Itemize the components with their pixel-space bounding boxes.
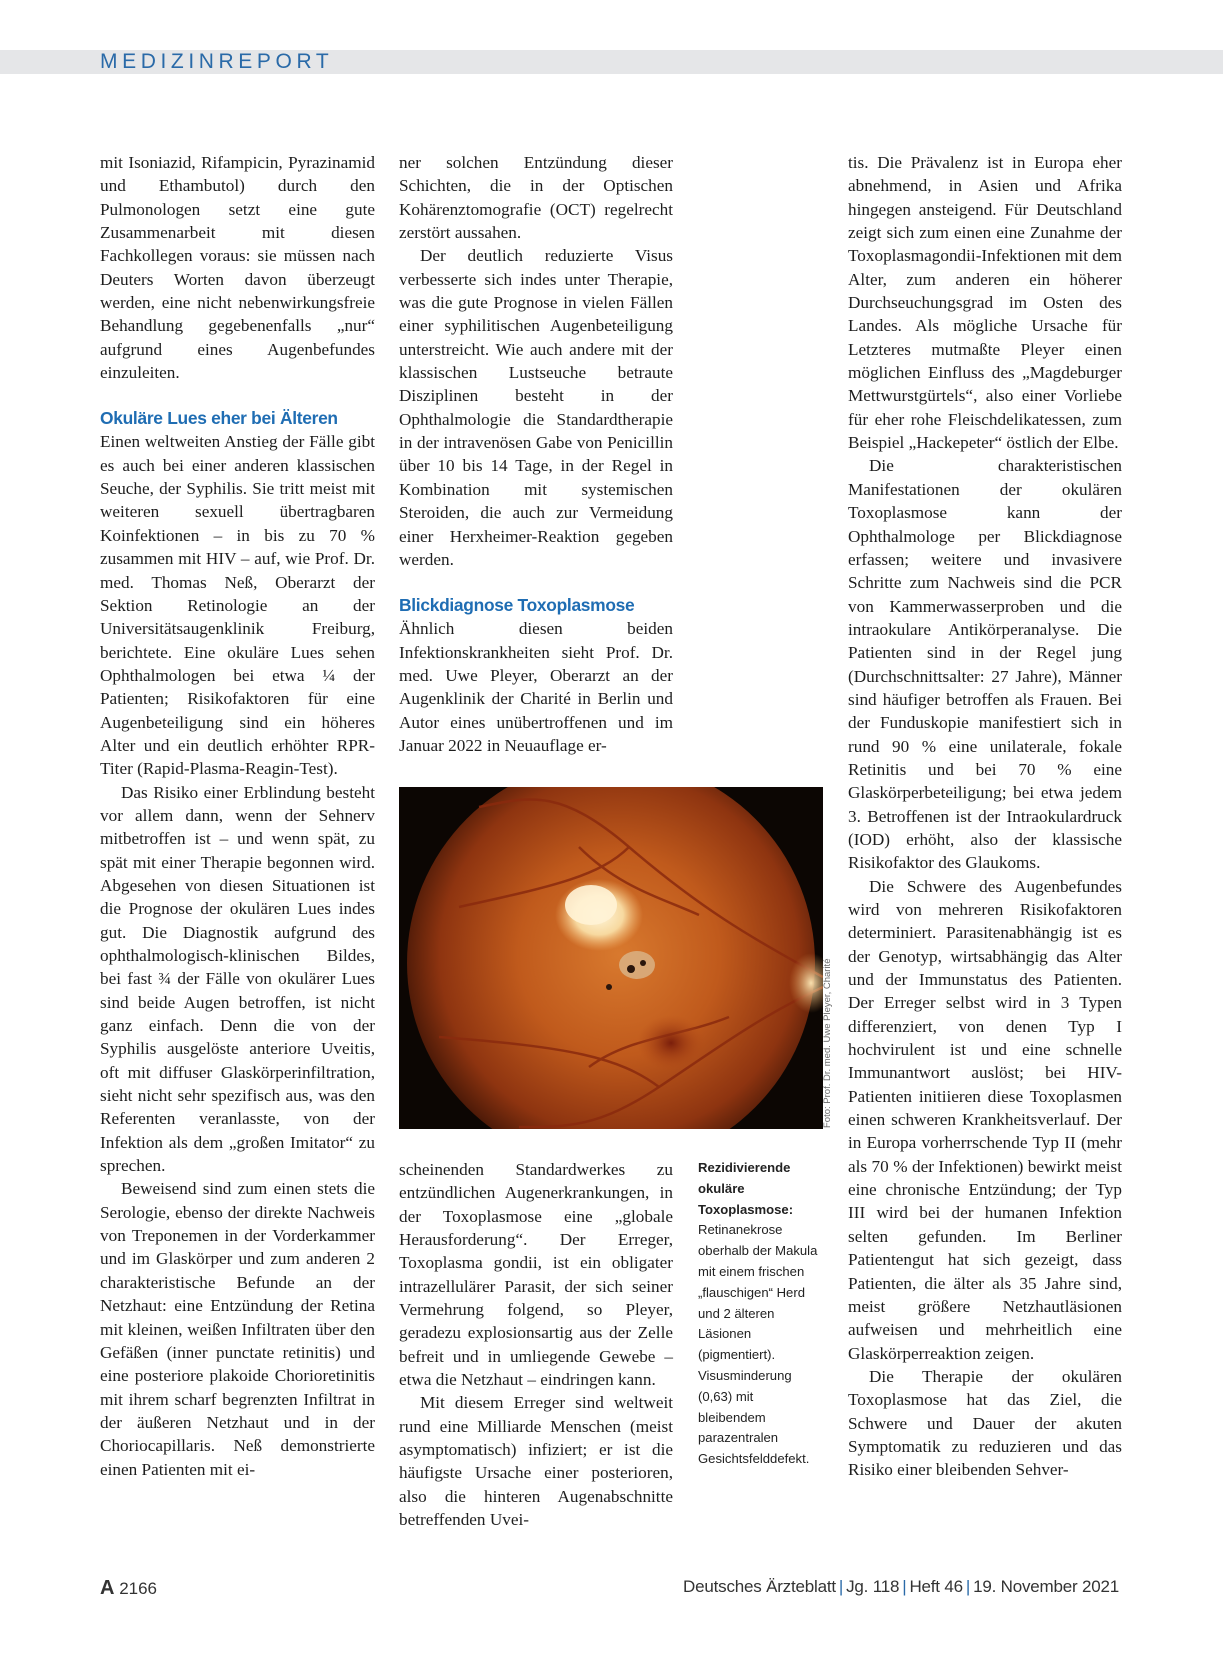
- paragraph: ner solchen Entzündung dieser Schichten, die in der Optischen Kohärenztomografie (OCT) regelrecht zerstört aussahen.: [399, 153, 673, 243]
- paragraph: mit Isoniazid, Rifampicin, Pyrazinamid und Ethambutol) durch den Pulmonologen setzt eine gute Zusammenarbeit mit diesen Fachkollegen voraus: sie müssen nach Deuters Worten davon überzeugt werden, eine nicht nebenwirkungsfreie Behandlung gegebenenfalls „nur“ aufgrund eines Augenbefundes einzuleiten.: [100, 153, 375, 383]
- column-2-bottom: [399, 1158, 673, 1532]
- paragraph: Die Therapie der okulären Toxoplasmose hat das Ziel, die Schwere und Dauer der akuten Symptomatik zu reduzieren und das Risiko einer bleibenden Sehver-: [848, 1366, 1122, 1480]
- paragraph: Ähnlich diesen beiden Infektionskrankheiten sieht Prof. Dr. med. Uwe Pleyer, Oberarzt an der Augenklinik der Charité in Berlin und Autor eines unübertroffenen und im Januar 2022 in Neuauflage er-: [399, 619, 673, 755]
- fundus-photo: [399, 787, 823, 1129]
- section-label: MEDIZINREPORT: [100, 50, 334, 73]
- fundus-image: [399, 787, 823, 1129]
- journal-issue: Heft 46: [909, 1577, 963, 1596]
- journal-volume: Jg. 118: [846, 1577, 900, 1596]
- figure-caption: [698, 1158, 823, 1470]
- paragraph: Einen weltweiten Anstieg der Fälle gibt es auch bei einer anderen klassischen Seuche, der Syphilis. Sie tritt meist mit weiteren sexuell übertragbaren Koinfektionen – in bis zu 70 % zusammen mit HIV – auf, wie Prof. Dr. med. Thomas Neß, Oberarzt der Sektion Retinologie an der Universitätsaugenklinik Freiburg, berichtete. Eine okuläre Lues sehen Ophthalmologen bei etwa ¼ der Patienten; Risikofaktoren für eine Augenbeteiligung sind ein höheres Alter und ein deutlich erhöhter RPR-Titer (Rapid-Plasma-Reagin-Test).: [100, 432, 375, 779]
- page-number-value: 2166: [119, 1579, 158, 1598]
- photo-credit: Foto: Prof. Dr. med. Uwe Pleyer, Charité: [822, 958, 833, 1128]
- paragraph: scheinenden Standardwerkes zu entzündlichen Augenerkrankungen, in der Toxoplasmose eine „globale Herausforderung“. Der Erreger, Toxoplasma gondii, ist ein obligater intrazellulärer Parasit, der sich seiner Vermehrung folgend, so Pleyer, geradezu explosionsartig aus der Zelle befreit und in umliegende Gewebe – etwa die Netzhaut – eindringen kann.: [399, 1160, 673, 1390]
- paragraph: tis. Die Prävalenz ist in Europa eher abnehmend, in Asien und Afrika hingegen ansteigend. Für Deutschland zeigt sich zum einen eine Zunahme der Toxoplasmagondii-Infektionen mit dem Alter, zum anderen ein höherer Durchseuchungsgrad im Osten des Landes. Als mögliche Ursache für Letzteres mutmaßte Pleyer einen möglichen Einfluss des „Magdeburger Mettwurstgürtels“, also einer Vorliebe für eher rohe Fleischdelikatessen, zum Beispiel „Hackepeter“ östlich der Elbe.: [848, 153, 1122, 453]
- paragraph: Die charakteristischen Manifestationen der okulären Toxoplasmose kann der Ophthalmologe per Blickdiagnose erfassen; weitere und invasivere Schritte zum Nachweis sind die PCR von Kammerwasserproben und die intraokulare Antikörperanalyse. Die Patienten sind in der Regel jung (Durchschnittsalter: 27 Jahre), Männer sind häufiger betroffen als Frauen. Bei der Funduskopie manifestiert sich in rund 90 % eine unilaterale, fokale Retinitis und bei 70 % eine Glaskörperbeteiligung; bei etwa jedem 3. Betroffenen ist der Intraokulardruck (IOD) erhöht, also der klassische Risikofaktor des Glaukoms.: [848, 456, 1122, 873]
- paragraph: Das Risiko einer Erblindung besteht vor allem dann, wenn der Sehnerv mitbetroffen ist – und wenn spät, zu spät mit einer Therapie begonnen wird. Abgesehen von diesen Situationen ist die Prognose der okulären Lues indes gut. Die Diagnostik aufgrund des ophthalmologisch-klinischen Bildes, bei fast ¾ der Fälle von okulärer Lues sind beide Augen betroffen, ist nicht ganz einfach. Denn die von der Syphilis ausgelöste anteriore Uveitis, oft mit diffuser Glaskörperinfiltration, sieht nicht sehr spezifisch aus, was den Referenten veranlasste, von der Infektion als dem „großen Imitator“ zu sprechen.: [100, 782, 375, 1176]
- publication-info: Deutsches Ärzteblatt | Jg. 118 | Heft 46 | 19. November 2021: [683, 1577, 1119, 1596]
- paragraph: Beweisend sind zum einen stets die Serologie, ebenso der direkte Nachweis von Treponemen in der Vorderkammer und im Glaskörper und zum anderen 2 charakteristische Befunde an der Netzhaut: eine Entzündung der Retina mit kleinen, weißen Infiltraten über den Gefäßen (inner punctate retinitis) und eine posteriore plakoide Chorioretinitis mit ihrem scharf begrenzten Infiltrat in der äußeren Netzhaut und in der Choriocapillaris. Neß demonstrierte einen Patienten mit ei-: [100, 1179, 375, 1479]
- column-2-top: [399, 151, 673, 757]
- journal-date: 19. November 2021: [973, 1577, 1119, 1596]
- paragraph: Mit diesem Erreger sind weltweit rund eine Milliarde Menschen (meist asymptomatisch) infiziert; er ist die häufigste Ursache einer posterioren, also die hinteren Augenabschnitte betreffenden Uvei-: [399, 1393, 673, 1530]
- paragraph: Der deutlich reduzierte Visus verbesserte sich indes unter Therapie, was die gute Prognose in vielen Fällen einer syphilitischen Augenbeteiligung unterstreicht. Wie auch andere mit der klassischen Lustseuche betraute Disziplinen besteht in der Ophthalmologie die Standardtherapie in der intravenösen Gabe von Penicillin über 10 bis 14 Tage, in der Regel in Kombination mit systemischen Steroiden, die auch zur Vermeidung einer Herxheimer-Reaktion gegeben werden.: [399, 246, 673, 569]
- column-3: [848, 151, 1122, 1482]
- column-1: [100, 151, 375, 1481]
- subheading-okulaere-lues: Okuläre Lues eher bei Älteren: [100, 408, 338, 429]
- caption-text: Retinanekrose oberhalb der Makula mit einem frischen „flauschigen“ Herd und 2 älteren Läsionen (pigmentiert). Visusminderung (0,63) mit bleibendem parazentralen Gesichtsfelddefekt.: [698, 1222, 818, 1467]
- journal-name: Deutsches Ärzteblatt: [683, 1577, 836, 1596]
- page-number: [100, 1577, 157, 1600]
- page-letter: A: [100, 1577, 115, 1599]
- paragraph: Die Schwere des Augenbefundes wird von mehreren Risikofaktoren determiniert. Parasitenabhängig ist es der Genotyp, wirtsabhängig das Alter und der Immunstatus des Patienten. Der Erreger selbst wird in 3 Typen differenziert, von denen Typ I hochvirulent ist und eine schnelle Immunantwort auslöst; bei HIV-Patienten initiieren diese Toxoplasmen einen schweren Krankheitsverlauf. Der in Europa vorherrschende Typ II (mehr als 70 % der Infektionen) bewirkt meist eine chronische Entzündung; der Typ III wird bei der humanen Infektion selten gefunden. Im Berliner Patientengut hat sich gezeigt, dass Patienten, die älter als 35 Jahre sind, meist größere Netzhautläsionen aufweisen und mehrheitlich eine Glaskörperreaktion zeigen.: [848, 876, 1122, 1363]
- subheading-blickdiagnose: Blickdiagnose Toxoplasmose: [399, 595, 635, 616]
- caption-title: Rezidivierende okuläre Toxoplasmose:: [698, 1160, 794, 1217]
